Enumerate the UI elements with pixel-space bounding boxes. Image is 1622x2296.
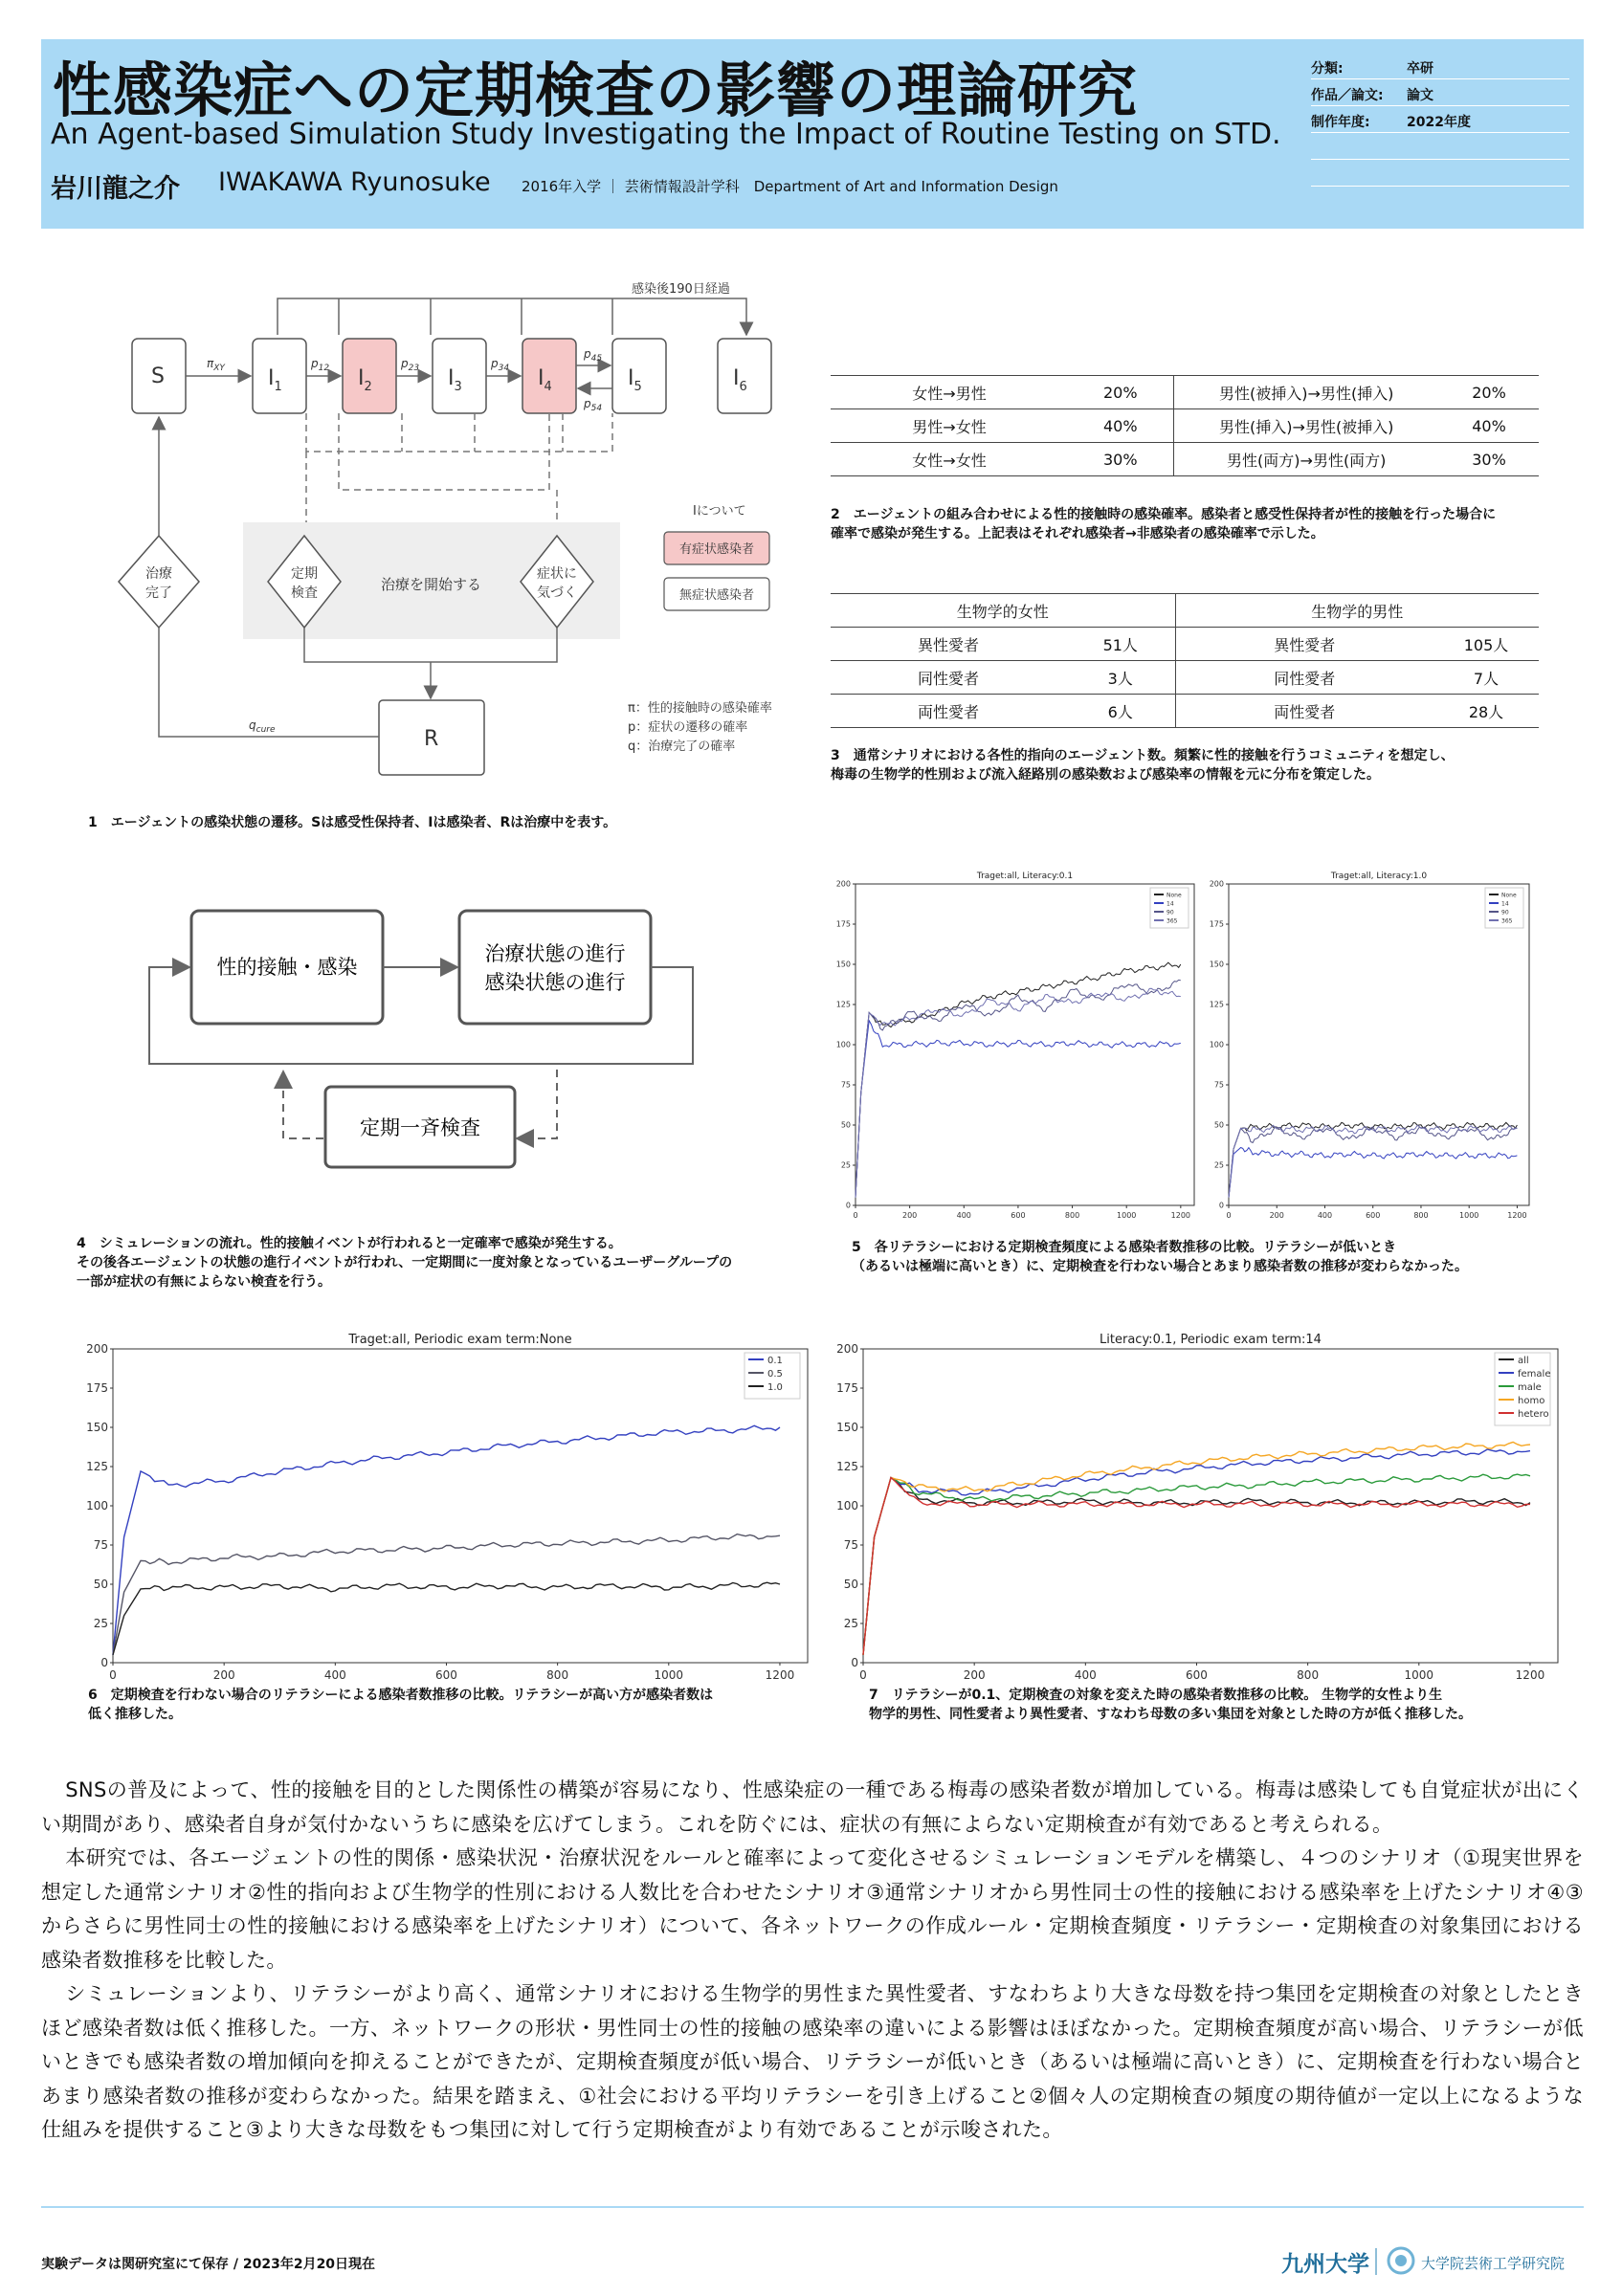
node-I4-label: $I_4$ [538,366,552,394]
series-line-1.0 [113,1582,780,1655]
y-tick-label: 175 [836,1381,858,1395]
table-row: 女性→男性 20% 男性(被挿入)→男性(挿入) 20% [831,376,1539,409]
figure-5-caption: 5 各リテラシーにおける定期検査頻度による感染者数推移の比較。リテラシーが低いとき （あるいは極端に高いとき）に、定期検査を行わない場合とあまり感染者数の推移が変わらなかった。 [852,1240,1468,1274]
y-tick-label: 100 [86,1499,108,1512]
table-row: 両性愛者 6人 両性愛者 28人 [831,695,1539,728]
y-tick-label: 50 [1213,1120,1224,1130]
legend-label: 0.5 [767,1369,783,1380]
figure-6-caption: 6 定期検査を行わない場合のリテラシーによる感染者数推移の比較。リテラシーが高い方が感染者数は 低く推移した。 [88,1688,714,1722]
series-line-hetero [863,1478,1530,1655]
legend-label: 1.0 [767,1382,783,1393]
legend-label: male [1518,1382,1542,1393]
footer-divider [41,2206,1584,2208]
x-tick-label: 1000 [654,1668,684,1682]
legend-label: 90 [1501,909,1509,916]
y-tick-label: 75 [843,1538,858,1552]
meta-category: 分類: 卒研 [1311,53,1569,79]
legend-label: 365 [1501,917,1513,925]
y-tick-label: 75 [93,1538,108,1552]
y-tick-label: 100 [836,1499,858,1512]
x-tick-label: 200 [901,1211,918,1220]
diamond-cured [119,536,199,628]
start-treatment-label: 治療を開始する [381,576,482,593]
node-I6 [718,339,771,413]
y-tick-label: 150 [86,1421,108,1434]
label-p34: $p_{34}$ [491,357,510,373]
series-line-None [1229,1122,1517,1197]
figure-5b-chart [1202,867,1537,1228]
x-tick-label: 1000 [1404,1668,1434,1682]
series-line-female [863,1449,1530,1655]
y-tick-label: 125 [835,1000,851,1009]
y-tick-label: 0 [851,1656,858,1669]
legend-title: Iについて [693,504,746,519]
y-tick-label: 150 [835,960,851,969]
footer-logo-divider [1375,2248,1377,2275]
label-pxy: $\pi_{XY}$ [207,357,225,373]
diamond-cured-line2: 完了 [145,585,172,601]
footer-note: 実験データは関研究室にて保存 / 2023年2月20日現在 [41,2257,376,2272]
table-row: 同性愛者 3人 同性愛者 7人 [831,661,1539,695]
node-I3 [433,339,486,413]
y-tick-label: 125 [1209,1000,1224,1009]
x-tick-label: 400 [956,1211,971,1220]
series-line-0.1 [113,1425,780,1655]
edge-after190 [278,298,746,335]
legend-label: homo [1518,1396,1545,1406]
y-tick-label: 100 [1209,1040,1224,1049]
x-tick-label: 600 [435,1668,457,1682]
y-tick-label: 100 [835,1040,851,1049]
table-3-orientation-counts [831,593,1539,728]
x-tick-label: 800 [1297,1668,1320,1682]
author-department: 2016年入学 ｜ 芸術情報設計学科 Department of Art and Information Design [522,178,1058,195]
author-name-en: IWAKAWA Ryunosuke [218,167,491,197]
series-line-90 [855,980,1181,1197]
figure-5a-chart [829,867,1202,1228]
x-tick-label: 800 [1064,1211,1080,1220]
y-tick-label: 150 [836,1421,858,1434]
y-tick-label: 75 [1213,1080,1224,1090]
x-tick-label: 1200 [1170,1211,1191,1220]
legend-label: female [1518,1369,1551,1380]
plot-frame [863,1349,1558,1663]
series-line-365 [1229,1125,1517,1197]
y-tick-label: 75 [840,1080,851,1090]
after190-label: 感染後190日経過 [632,282,730,297]
flow-box-periodic-label: 定期一斉検査 [360,1116,480,1139]
figure-7-chart [829,1332,1566,1686]
series-line-homo [863,1442,1530,1654]
table-2-caption: 2 エージェントの組み合わせによる性的接触時の感染確率。感染者と感受性保持者が性的接触を行った場合に 確率で感染が発生する。上記表はそれぞれ感染者→非感染者の感染確率で示した。 [831,507,1497,541]
figure-1-caption: 1 エージェントの感染状態の遷移。Sは感受性保持者、Iは感染者、Rは治療中を表す。 [88,815,617,830]
y-tick-label: 25 [840,1160,851,1170]
series-line-365 [855,988,1181,1197]
node-I6-label: $I_6$ [733,366,747,394]
x-tick-label: 800 [1413,1211,1429,1220]
y-tick-label: 25 [93,1617,108,1630]
flow-box-contact-label: 性的接触・感染 [216,956,358,979]
x-tick-label: 400 [1074,1668,1097,1682]
legend-label: None [1167,892,1182,899]
plot-frame [855,884,1194,1205]
institute-logo-icon [1387,2246,1415,2275]
y-tick-label: 200 [86,1342,108,1356]
y-tick-label: 200 [836,1342,858,1356]
diamond-cured-line1: 治療 [145,566,172,582]
x-tick-label: 200 [1269,1211,1284,1220]
table-3-caption: 3 通常シナリオにおける各性的指向のエージェント数。頻繁に性的接触を行うコミュニティを想定し、 梅毒の生物学的性別および流入経路別の感染数および感染率の情報を元に分布を策定した。 [831,748,1455,783]
x-tick-label: 1200 [765,1668,795,1682]
series-line-0.5 [113,1534,780,1655]
plot-frame [1229,884,1529,1205]
y-tick-label: 0 [845,1201,851,1210]
meta-blank-1 [1311,133,1569,160]
table-header: 生物学的女性 生物学的男性 [831,594,1539,628]
y-tick-label: 200 [1209,879,1224,889]
institute-name: 大学院芸術工学研究院 [1421,2255,1566,2272]
x-tick-label: 400 [323,1668,346,1682]
series-line-90 [1229,1127,1517,1198]
node-I3-label: $I_3$ [448,366,462,394]
x-tick-label: 200 [963,1668,986,1682]
figure-4-caption: 4 シミュレーションの流れ。性的接触イベントが行われると一定確率で感染が発生する。 その後各エージェントの状態の進行イベントが行われ、一定期間に一度対象となっているユーザーグループの 一部が症状の有無によらない検査を行う。 [77,1236,733,1290]
legend-label: hetero [1518,1409,1549,1420]
legend-label: 365 [1167,917,1178,925]
table-row: 異性愛者 51人 異性愛者 105人 [831,628,1539,661]
x-tick-label: 1200 [1507,1211,1527,1220]
y-tick-label: 25 [843,1617,858,1630]
label-p54: $p_{54}$ [584,397,603,413]
university-logo-text: 九州大学 [1281,2252,1369,2277]
meta-blank-2 [1311,160,1569,187]
node-I5 [612,339,666,413]
y-tick-label: 25 [1213,1160,1224,1170]
chart-title: Traget:all, Periodic exam term:None [348,1333,572,1347]
figure-7-caption: 7 リテラシーが0.1、定期検査の対象を変えた時の感染者数推移の比較。 生物学的女性より生 物学的男性、同性愛者より異性愛者、すなわち母数の多い集団を対象とした時の方が低く推移した。 [869,1688,1472,1722]
node-I5-label: $I_5$ [628,366,642,394]
figure-4-flow [134,899,708,1177]
x-tick-label: 0 [109,1668,117,1682]
chart-title: Literacy:0.1, Periodic exam term:14 [1100,1333,1322,1347]
legend-label: all [1518,1356,1529,1366]
y-tick-label: 125 [836,1460,858,1473]
author-name-jp: 岩川龍之介 [51,174,180,204]
y-tick-label: 175 [86,1381,108,1395]
y-tick-label: 50 [840,1120,851,1130]
y-tick-label: 200 [835,879,851,889]
y-tick-label: 125 [86,1460,108,1473]
y-tick-label: 50 [843,1578,858,1591]
node-I4 [522,339,576,413]
legend-label: 0.1 [767,1356,783,1366]
note-p: p：症状の遷移の確率 [628,720,748,735]
x-tick-label: 0 [859,1668,867,1682]
y-tick-label: 150 [1209,960,1224,969]
legend-asymptomatic-label: 無症状感染者 [678,588,755,603]
x-tick-label: 600 [1366,1211,1381,1220]
body-paragraph-2: 本研究では、各エージェントの性的関係・感染状況・治療状況をルールと確率によって変化させるシミュレーションモデルを構築し、４つのシナリオ（①現実世界を想定した通常シナリオ②性的指向および生物学的性別における人数比を合わせたシナリオ③通常シナリオから男性同士の性的接触における感染率を上げたシナリオ④③からさらに男性同士の性的接触における感染率を上げたシナリオ）について、各ネットワークの作成ルール・定期検査頻度・リテラシー・定期検査の対象集団における感染者数推移を比較した。 [41,1846,1584,1972]
plot-frame [113,1349,808,1663]
figure-6-chart [78,1332,815,1686]
label-p45: $p_{45}$ [584,347,603,364]
diamond-notice-line1: 症状に [537,566,577,582]
y-tick-label: 0 [100,1656,108,1669]
diamond-notice-line2: 気づく [537,585,577,601]
table-row: 男性→女性 40% 男性(挿入)→男性(被挿入) 40% [831,409,1539,443]
note-pi: π：性的接触時の感染確率 [628,701,772,716]
chart-title: Traget:all, Literacy:1.0 [1330,872,1428,881]
x-tick-label: 1000 [1459,1211,1479,1220]
node-I2 [343,339,396,413]
note-q: q：治療完了の確率 [628,740,736,754]
label-qcure: $q_{cure}$ [249,718,276,735]
x-tick-label: 1200 [1515,1668,1545,1682]
page-title: 性感染症への定期検査の影響の理論研究 [53,55,1139,125]
table-2-infection-rates [831,375,1539,476]
x-tick-label: 600 [1186,1668,1208,1682]
body-paragraph-1: SNSの普及によって、性的接触を目的とした関係性の構築が容易になり、性感染症の一種である梅毒の感染者数が増加している。梅毒は感染しても自覚症状が出にくい期間があり、感染者自身が気付かないうちに感染を広げてしまう。これを防ぐには、症状の有無によらない定期検査が有効であると考えられる。 [41,1778,1584,1836]
x-tick-label: 400 [1317,1211,1333,1220]
label-p23: $p_{23}$ [401,357,420,373]
series-line-14 [1229,1148,1517,1198]
y-tick-label: 0 [1218,1201,1224,1210]
label-p12: $p_{12}$ [311,357,330,373]
flow-box-progress-line1: 治療状態の進行 [484,942,626,965]
body-paragraph-3: シミュレーションより、リテラシーがより高く、通常シナリオにおける生物学的男性また異性愛者、すなわちより大きな母数を持つ集団を定期検査の対象としたときほど感染者数は低く推移した。一方、ネットワークの形状・男性同士の性的接触の感染率の違いによる影響はほぼなかった。定期検査頻度が高い場合、リテラシーが低いときでも感染者数の増加傾向を抑えることができたが、定期検査頻度が低い場合、リテラシーが低いとき（あるいは極端に高いとき）に、定期検査を行わない場合とあまり感染者数の推移が変わらなかった。結果を踏まえ、①社会における平均リテラシーを引き上げること②個々人の定期検査の頻度の期待値が一定以上になるような仕組みを提供すること③より大きな母数をもつ集団に対して行う定期検査がより有効であることが示唆された。 [41,1982,1584,2141]
x-tick-label: 1000 [1117,1211,1137,1220]
page-subtitle: An Agent-based Simulation Study Investigating the Impact of Routine Testing on STD. [51,118,1281,151]
x-tick-label: 0 [1226,1211,1232,1220]
legend-label: 90 [1167,909,1174,916]
x-tick-label: 600 [1011,1211,1026,1220]
x-tick-label: 800 [546,1668,569,1682]
x-tick-label: 200 [212,1668,235,1682]
meta-year: 制作年度: 2022年度 [1311,106,1569,133]
legend-label: 14 [1501,900,1509,908]
diamond-periodic-line1: 定期 [291,566,318,582]
legend-symptomatic-label: 有症状感染者 [678,542,755,557]
node-I1-label: $I_1$ [268,366,282,394]
legend-label: 14 [1167,900,1174,908]
x-tick-label: 0 [853,1211,858,1220]
y-tick-label: 175 [1209,919,1224,929]
node-I1 [253,339,306,413]
chart-title: Traget:all, Literacy:0.1 [976,872,1074,881]
y-tick-label: 50 [93,1578,108,1591]
y-tick-label: 175 [835,919,851,929]
series-line-14 [855,1021,1181,1198]
series-line-None [855,962,1181,1197]
header-band [41,39,1584,229]
node-S-label: S [151,364,165,388]
table-row: 女性→女性 30% 男性(両方)→男性(両方) 30% [831,443,1539,476]
node-R-label: R [424,727,439,751]
flow-box-progress [459,911,651,1024]
meta-type: 作品／論文: 論文 [1311,79,1569,106]
figure-1-state-diagram [96,279,823,796]
flow-box-progress-line2: 感染状態の進行 [484,971,626,994]
legend-label: None [1501,892,1517,899]
diamond-periodic-line2: 検査 [291,585,318,601]
body-text [41,1774,1584,2148]
node-I2-label: $I_2$ [358,366,372,394]
